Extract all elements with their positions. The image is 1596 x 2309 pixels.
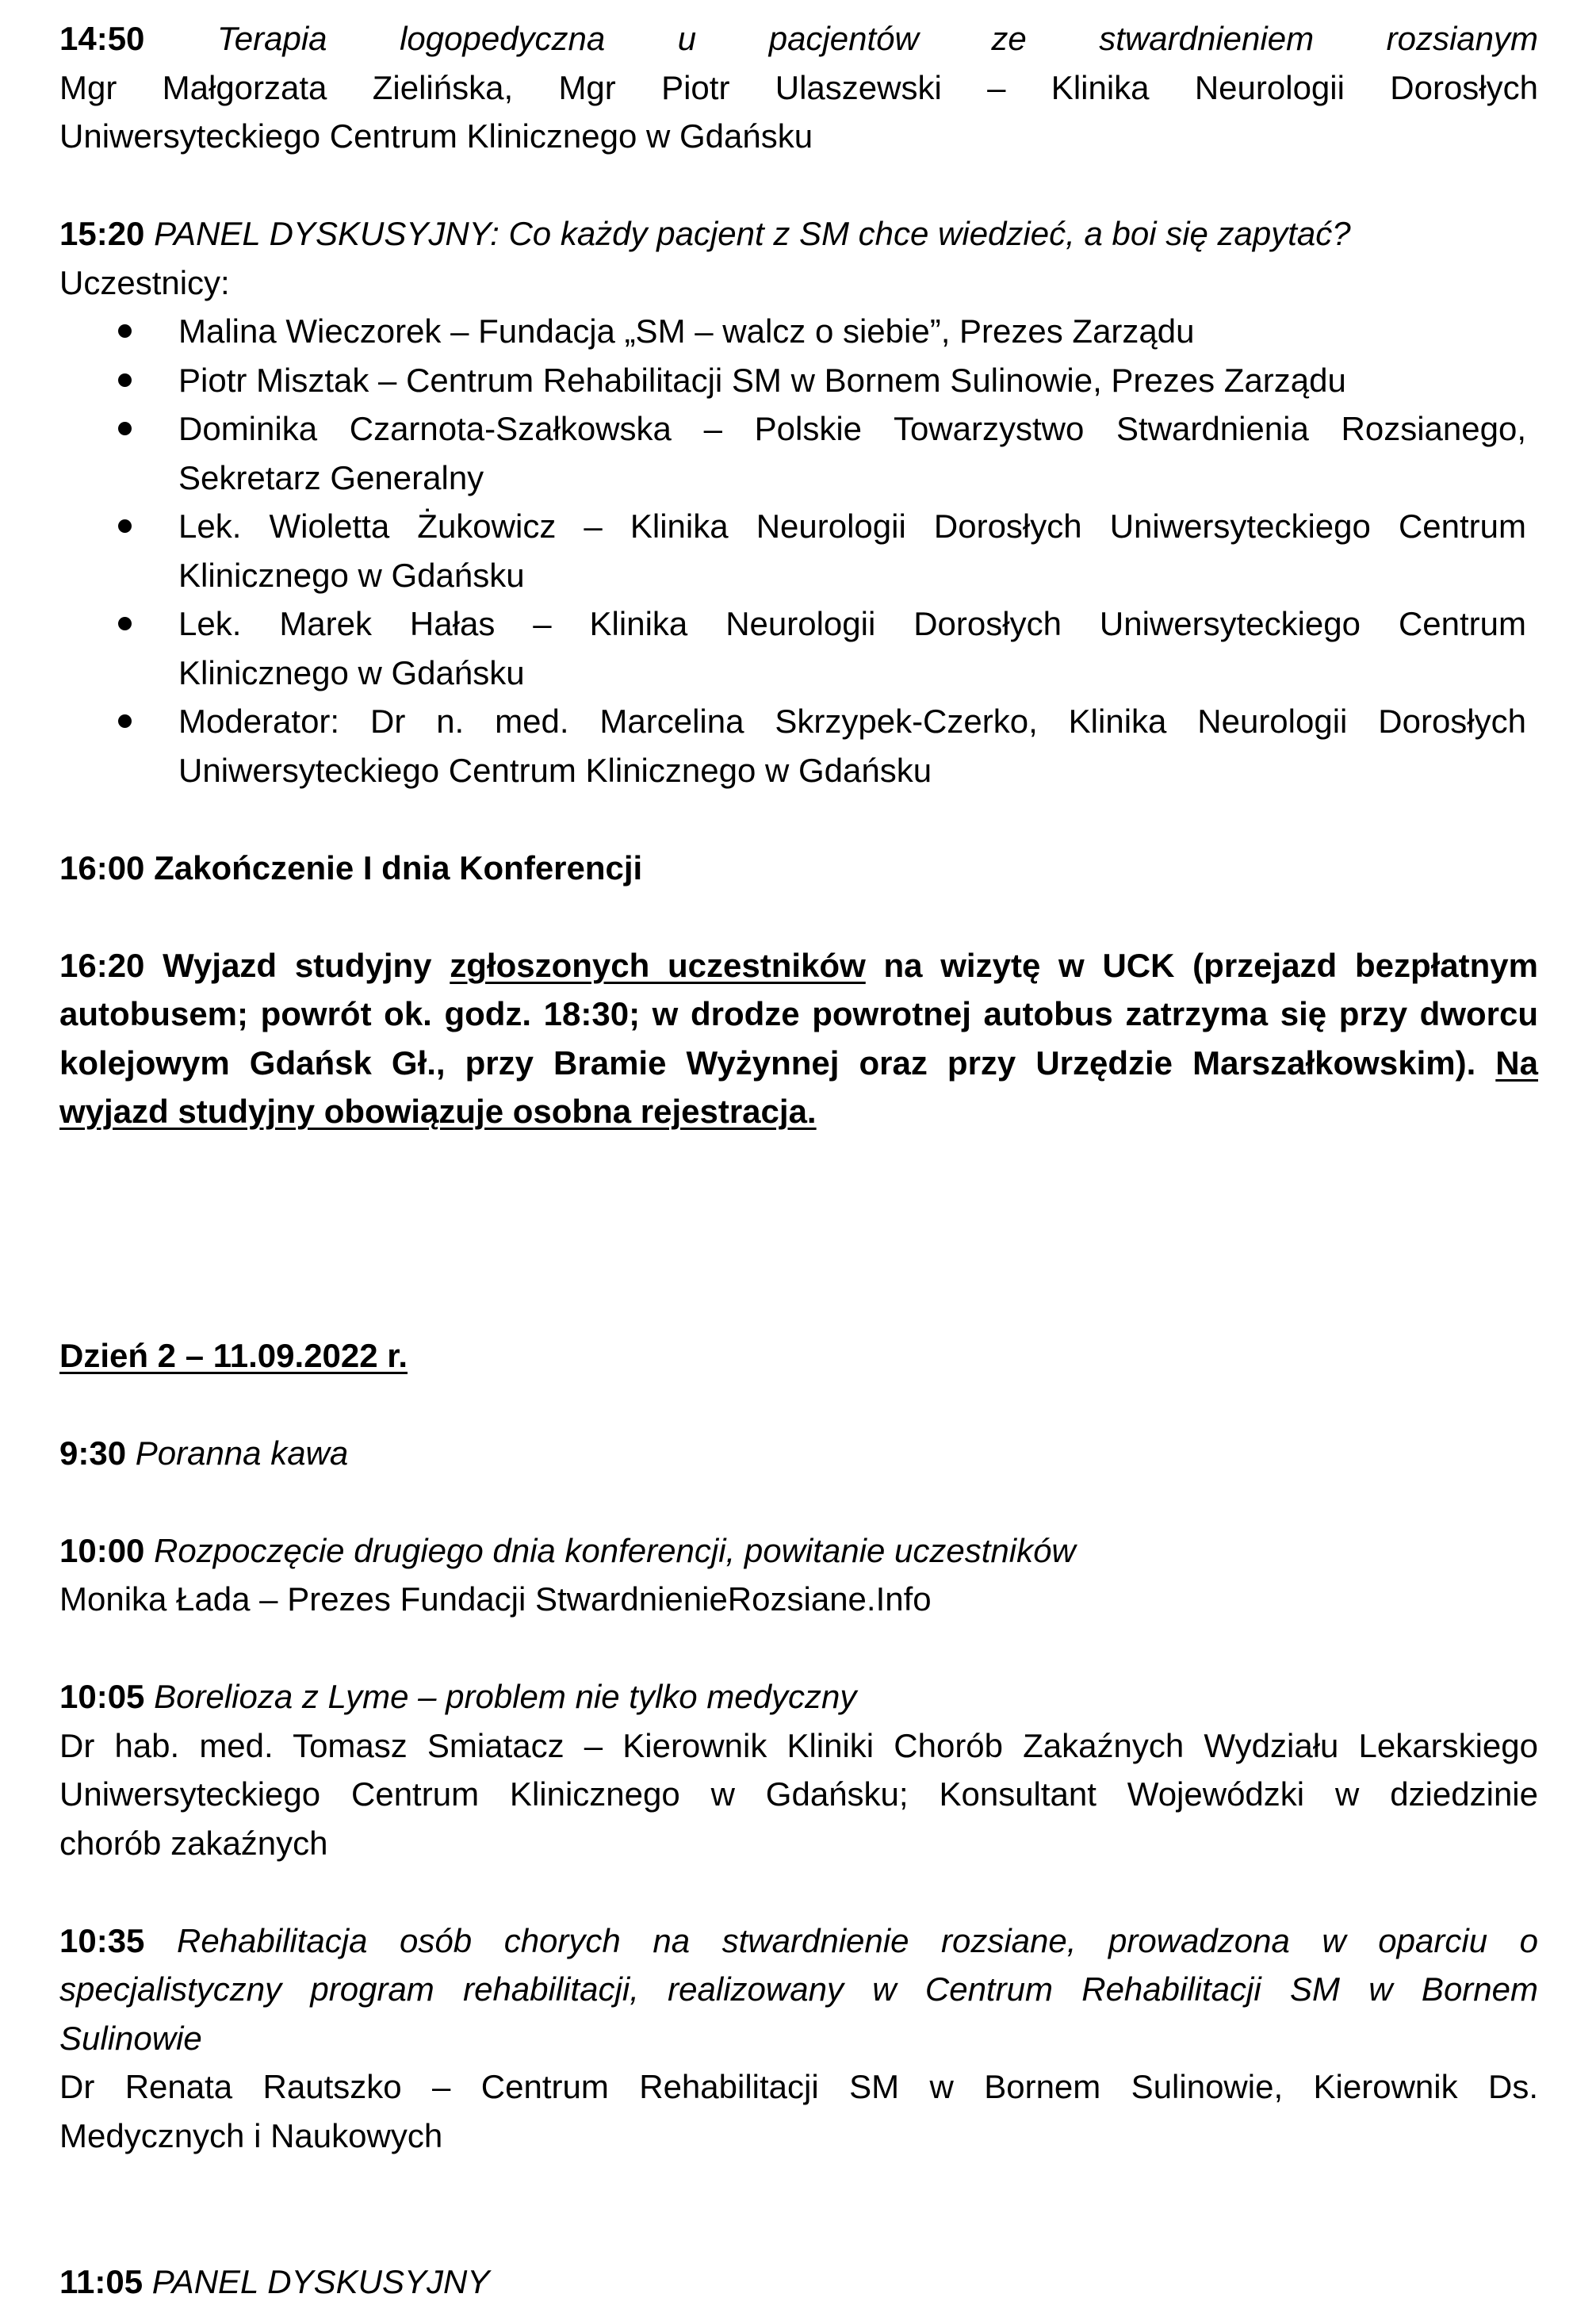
list-item: [59, 697, 1526, 795]
empty-line: [59, 1185, 1538, 1234]
bold-text: 16:20 Wyjazd studyjny: [59, 946, 450, 984]
list-item: [59, 307, 1526, 356]
text-run: Dr Renata Rautszko – Centrum Rehabilitacji SM w Bornem Sulinowie, Kierownik Ds.: [59, 2068, 1538, 2105]
list-item: [59, 599, 1526, 697]
bullet-icon: [118, 324, 132, 338]
session-1005-title: [59, 1672, 1538, 1721]
bold-text: na wizytę w UCK (przejazd bezpłatnym: [865, 946, 1538, 984]
text-run: Malina Wieczorek – Fundacja „SM – walcz o siebie”, Prezes Zarządu: [178, 312, 1195, 350]
text-run: chorób zakaźnych: [59, 1824, 328, 1862]
participants-label: [59, 258, 1538, 308]
text-run: Uniwersyteckiego Centrum Klinicznego w Gdańsku: [178, 751, 932, 789]
text-line: [178, 454, 1526, 503]
text-line: [59, 1575, 1538, 1624]
session-0930: [59, 1429, 1538, 1478]
bullet-icon: [118, 373, 132, 387]
bold-text: 14:50: [59, 20, 145, 57]
list-item: [59, 356, 1526, 405]
text-run: Medycznych i Naukowych: [59, 2116, 443, 2154]
text-line: [59, 63, 1538, 113]
empty-line: [59, 1477, 1538, 1526]
text-line: [59, 1331, 1538, 1380]
participants-list: [59, 307, 1538, 795]
text-line: [59, 990, 1538, 1039]
text-run: Klinicznego w Gdańsku: [178, 653, 525, 691]
italic-text: Sulinowie: [59, 2019, 202, 2057]
text-line: [59, 112, 1538, 161]
session-1035-speaker: [59, 2062, 1538, 2160]
text-line: [59, 2062, 1538, 2112]
document-page: [59, 14, 1538, 2307]
text-run: Uniwersyteckiego Centrum Klinicznego w Gdańsku; Konsultant Wojewódzki w dziedzinie: [59, 1775, 1538, 1813]
bold-text: 11:05: [59, 2263, 144, 2300]
session-1600: [59, 844, 1538, 893]
day-2-heading: [59, 1331, 1538, 1380]
empty-line: [59, 161, 1538, 210]
underlined-text: Dzień 2 – 11.09.2022 r.: [59, 1336, 408, 1374]
underlined-text: Na: [1495, 1043, 1538, 1082]
text-line: [178, 307, 1526, 356]
text-line: [59, 1721, 1538, 1771]
text-line: [59, 1965, 1538, 2014]
bold-text: 9:30: [59, 1434, 127, 1472]
bold-text: autobusem; powrót ok. godz. 18:30; w drodze powrotnej autobus zatrzyma się przy dworcu: [59, 995, 1538, 1032]
list-item: [59, 404, 1526, 502]
text-run: Mgr Małgorzata Zielińska, Mgr Piotr Ulaszewski – Klinika Neurologii Dorosłych: [59, 68, 1538, 106]
text-run: Uczestnicy:: [59, 263, 230, 301]
text-line: [178, 649, 1526, 698]
text-run: Lek. Marek Hałas – Klinika Neurologii Dorosłych Uniwersyteckiego Centrum: [178, 605, 1526, 642]
empty-line: [59, 1136, 1538, 1185]
text-line: [59, 1672, 1538, 1721]
bold-text: 16:00 Zakończenie I dnia Konferencji: [59, 848, 643, 886]
text-line: [59, 1429, 1538, 1478]
session-1035-title: [59, 1917, 1538, 2063]
text-line: [178, 356, 1526, 405]
italic-text: Rehabilitacja osób chorych na stwardnienie rozsiane, prowadzona w oparciu o: [144, 1921, 1538, 1959]
text-run: Moderator: Dr n. med. Marcelina Skrzypek-Czerko, Klinika Neurologii Dorosłych: [178, 703, 1526, 740]
text-line: [59, 2257, 1538, 2307]
empty-line: [59, 1867, 1538, 1917]
italic-text: Terapia logopedyczna u pacjentów ze stwardnieniem rozsianym: [144, 20, 1538, 57]
text-run: Klinicznego w Gdańsku: [178, 556, 525, 594]
text-run: Dr hab. med. Tomasz Smiatacz – Kierownik Kliniki Chorób Zakaźnych Wydziału Lekarskiego: [59, 1726, 1538, 1764]
text-line: [178, 746, 1526, 795]
session-1105: [59, 2257, 1538, 2307]
text-line: [59, 14, 1538, 63]
bullet-icon: [118, 519, 132, 533]
text-line: [59, 941, 1538, 990]
text-run: Dominika Czarnota-Szałkowska – Polskie Towarzystwo Stwardnienia Rozsianego,: [178, 410, 1526, 447]
bold-text: 10:05: [59, 1678, 145, 1715]
empty-line: [59, 1624, 1538, 1673]
bold-text: 15:20: [59, 215, 145, 252]
session-1005-speaker: [59, 1721, 1538, 1868]
text-run: Piotr Misztak – Centrum Rehabilitacji SM w Bornem Sulinowie, Prezes Zarządu: [178, 361, 1346, 399]
empty-line: [59, 2209, 1538, 2258]
list-item: [59, 502, 1526, 599]
text-line: [59, 1917, 1538, 1966]
text-line: [178, 502, 1526, 551]
text-line: [59, 844, 1538, 893]
bullet-icon: [118, 617, 132, 630]
italic-text: Borelioza z Lyme – problem nie tylko medyczny: [144, 1678, 857, 1715]
text-line: [59, 1819, 1538, 1868]
italic-text: Poranna kawa: [126, 1434, 349, 1472]
empty-line: [59, 1282, 1538, 1331]
session-1620: [59, 941, 1538, 1136]
text-line: [59, 209, 1538, 258]
bold-text: kolejowym Gdańsk Gł., przy Bramie Wyżynnej oraz przy Urzędzie Marszałkowskim).: [59, 1043, 1496, 1082]
text-run: Monika Łada – Prezes Fundacji StwardnienieRozsiane.Info: [59, 1580, 932, 1618]
text-line: [178, 404, 1526, 454]
bullet-icon: [118, 714, 132, 728]
text-line: [59, 2014, 1538, 2063]
italic-text: PANEL DYSKUSYJNY: [143, 2263, 490, 2300]
session-1450: [59, 14, 1538, 161]
empty-line: [59, 795, 1538, 844]
text-run: Sekretarz Generalny: [178, 458, 484, 496]
text-line: [178, 697, 1526, 746]
empty-line: [59, 892, 1538, 941]
italic-text: PANEL DYSKUSYJNY: Co każdy pacjent z SM chce wiedzieć, a boi się zapytać?: [144, 215, 1351, 252]
empty-line: [59, 1380, 1538, 1429]
text-line: [59, 1039, 1538, 1088]
underlined-text: wyjazd studyjny obowiązuje osobna rejestracja.: [59, 1093, 817, 1130]
empty-line: [59, 1234, 1538, 1283]
italic-text: specjalistyczny program rehabilitacji, realizowany w Centrum Rehabilitacji SM w Bornem: [59, 1970, 1538, 2008]
text-run: Lek. Wioletta Żukowicz – Klinika Neurologii Dorosłych Uniwersyteckiego Centrum: [178, 507, 1526, 545]
session-1520: [59, 209, 1538, 258]
session-1000: [59, 1526, 1538, 1624]
text-line: [178, 599, 1526, 649]
text-line: [59, 1087, 1538, 1136]
text-run: Uniwersyteckiego Centrum Klinicznego w Gdańsku: [59, 117, 813, 155]
text-line: [59, 2112, 1538, 2161]
bold-text: 10:35: [59, 1921, 145, 1959]
text-line: [59, 258, 1538, 308]
underlined-text: zgłoszonych uczestników: [450, 946, 866, 984]
bullet-icon: [118, 422, 132, 435]
text-line: [178, 551, 1526, 600]
empty-line: [59, 2160, 1538, 2209]
bold-text: 10:00: [59, 1531, 145, 1569]
text-line: [59, 1770, 1538, 1819]
text-line: [59, 1526, 1538, 1576]
italic-text: Rozpoczęcie drugiego dnia konferencji, powitanie uczestników: [144, 1531, 1076, 1569]
